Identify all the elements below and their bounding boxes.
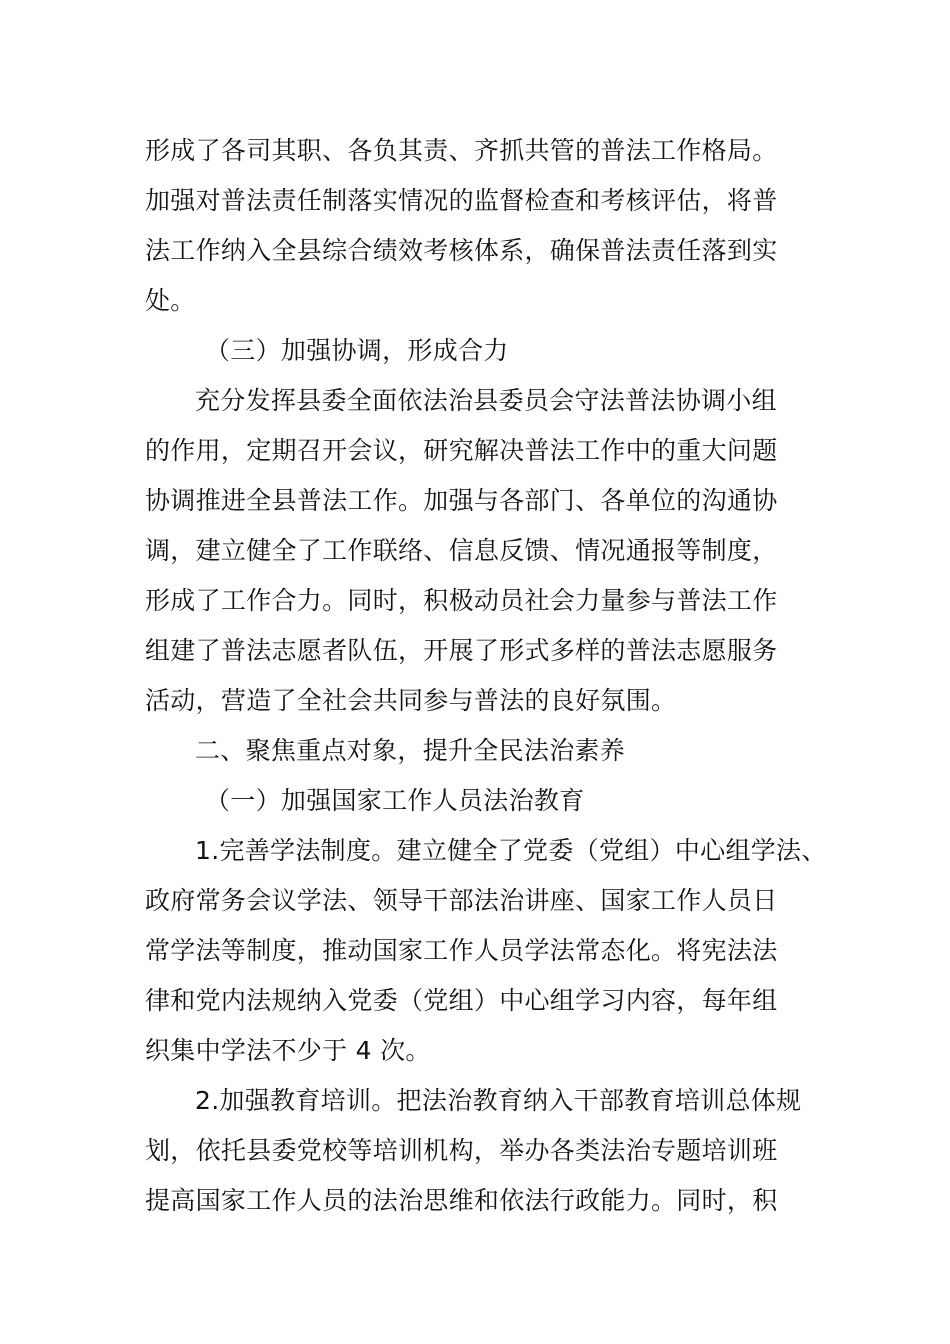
text-line: 律和党内法规纳入党委（党组）中心组学习内容，每年组: [145, 986, 778, 1015]
text-line: 活动，营造了全社会共同参与普法的良好氛围。: [145, 686, 677, 715]
text-line: 加强对普法责任制落实情况的监督检查和考核评估，将普: [145, 186, 778, 215]
text-line: 提高国家工作人员的法治思维和依法行政能力。同时，积: [145, 1186, 778, 1215]
text-line: 形成了各司其职、各负其责、齐抓共管的普法工作格局。: [145, 136, 778, 165]
text-line: 政府常务会议学法、领导干部法治讲座、国家工作人员日: [145, 886, 778, 915]
section-heading: （三）加强协调，形成合力: [205, 336, 509, 365]
text-line: 形成了工作合力。同时，积极动员社会力量参与普法工作: [145, 586, 778, 615]
text-line: 划，依托县委党校等培训机构，举办各类法治专题培训班: [145, 1136, 778, 1165]
text-line: 充分发挥县委全面依法治县委员会守法普法协调小组: [195, 386, 777, 415]
section-heading: （一）加强国家工作人员法治教育: [205, 786, 585, 815]
text-line: 1.完善学法制度。建立健全了党委（党组）中心组学法、: [195, 836, 827, 865]
text-line: 协调推进全县普法工作。加强与各部门、各单位的沟通协: [145, 486, 778, 515]
text-line: 织集中学法不少于 4 次。: [145, 1036, 431, 1065]
text-line: 2.加强教育培训。把法治教育纳入干部教育培训总体规: [195, 1086, 802, 1115]
text-line: 处。: [145, 286, 196, 315]
text-line: 常学法等制度，推动国家工作人员学法常态化。将宪法法: [145, 936, 778, 965]
text-line: 调，建立健全了工作联络、信息反馈、情况通报等制度，: [145, 536, 778, 565]
text-line: 组建了普法志愿者队伍，开展了形式多样的普法志愿服务: [145, 636, 778, 665]
chapter-heading: 二、聚焦重点对象，提升全民法治素养: [195, 736, 626, 765]
text-line: 的作用，定期召开会议，研究解决普法工作中的重大问题: [145, 436, 778, 465]
text-line: 法工作纳入全县综合绩效考核体系，确保普法责任落到实: [145, 236, 778, 265]
